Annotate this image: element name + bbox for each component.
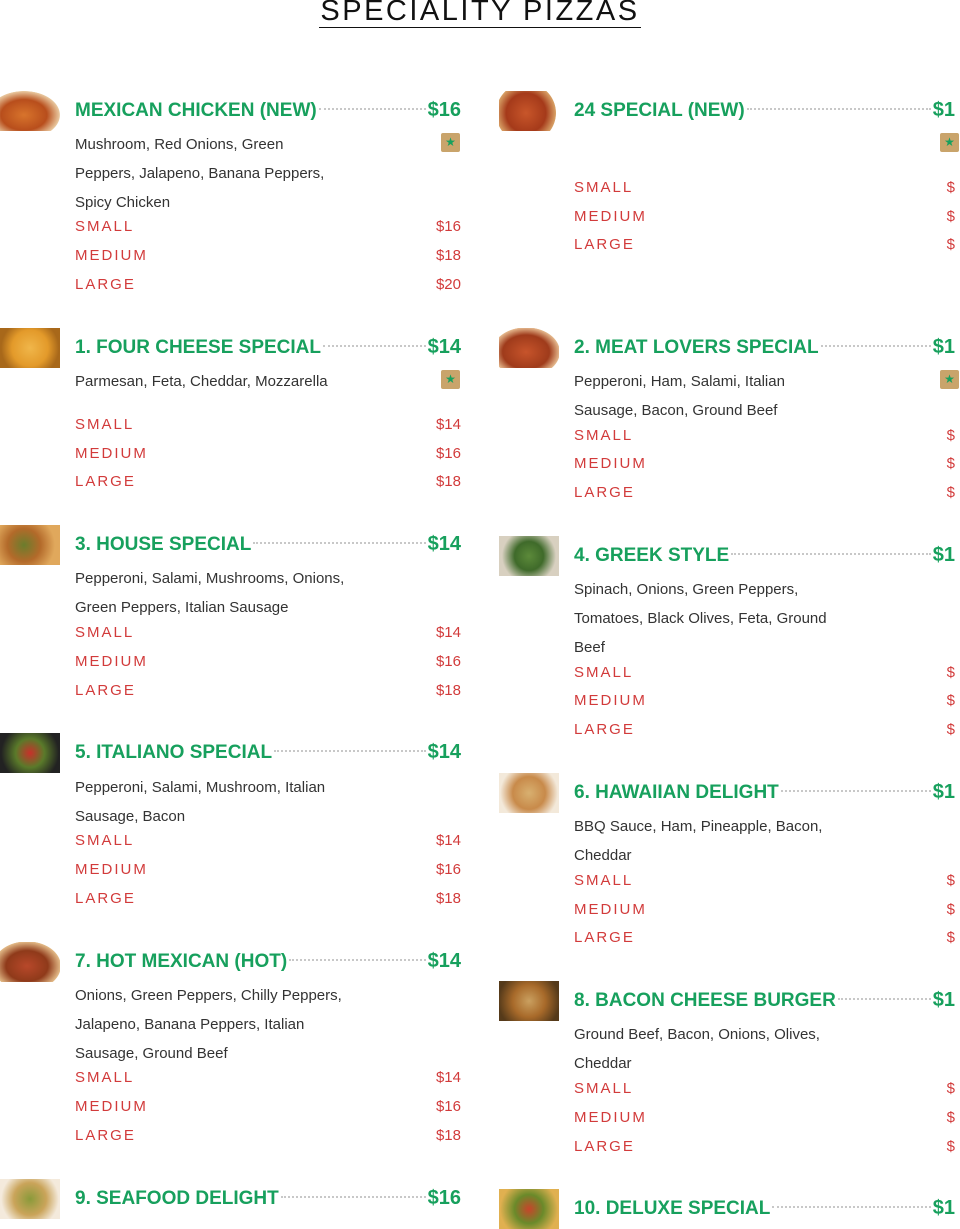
- pizza-thumbnail: [0, 525, 60, 565]
- size-price: $16: [435, 653, 461, 670]
- size-option-large[interactable]: [574, 1138, 955, 1155]
- size-label: MEDIUM: [75, 247, 148, 264]
- item-header: [75, 336, 461, 359]
- item-name: 3. HOUSE SPECIAL: [75, 534, 252, 555]
- item-name: 7. HOT MEXICAN (HOT): [75, 951, 288, 972]
- size-label: LARGE: [75, 1127, 136, 1144]
- item-header: [75, 533, 461, 556]
- size-label: SMALL: [75, 218, 135, 235]
- size-option-large[interactable]: [574, 721, 955, 738]
- size-option-small[interactable]: [574, 427, 955, 444]
- size-price: $18: [435, 890, 461, 907]
- size-option-medium[interactable]: [75, 247, 461, 264]
- item-price: $14: [427, 336, 461, 358]
- size-option-large[interactable]: [75, 890, 461, 907]
- size-label: LARGE: [75, 890, 136, 907]
- pizza-thumbnail: [0, 1179, 60, 1219]
- item-description: Parmesan, Feta, Cheddar, Mozzarella: [75, 373, 328, 390]
- size-label: LARGE: [574, 721, 635, 738]
- item-name: 9. SEAFOOD DELIGHT: [75, 1188, 279, 1209]
- size-label: LARGE: [574, 236, 635, 253]
- dotted-leader: [253, 542, 425, 544]
- size-price: $: [946, 208, 955, 225]
- size-label: SMALL: [75, 416, 135, 433]
- size-price: $: [946, 179, 955, 196]
- size-price: $18: [435, 247, 461, 264]
- item-description: Spinach, Onions, Green Peppers, Tomatoes, Black Olives, Feta, Ground Beef: [574, 581, 827, 656]
- size-option-medium[interactable]: [574, 208, 955, 225]
- size-option-medium[interactable]: [75, 445, 461, 462]
- item-price: $16: [427, 99, 461, 121]
- size-option-small[interactable]: [574, 179, 955, 196]
- size-label: SMALL: [75, 624, 135, 641]
- dotted-leader: [274, 750, 426, 752]
- dotted-leader: [747, 108, 931, 110]
- pizza-thumbnail: [0, 942, 60, 982]
- item-description: BBQ Sauce, Ham, Pineapple, Bacon, Cheddar: [574, 818, 823, 864]
- size-price: $: [946, 236, 955, 253]
- size-price: $: [946, 1080, 955, 1097]
- item-price: $1: [932, 781, 955, 803]
- item-name: 24 SPECIAL (NEW): [574, 100, 745, 121]
- item-description: Pepperoni, Salami, Mushroom, Italian Sausage, Bacon: [75, 779, 326, 825]
- item-price: $16: [427, 1187, 461, 1209]
- dotted-leader: [281, 1196, 426, 1198]
- item-description: Pepperoni, Salami, Mushrooms, Onions, Green Peppers, Italian Sausage: [75, 570, 345, 616]
- item-name: 1. FOUR CHEESE SPECIAL: [75, 337, 321, 358]
- size-price: $20: [435, 276, 461, 293]
- size-price: $14: [435, 1069, 461, 1086]
- page-title: [0, 0, 960, 30]
- size-price: $: [946, 1109, 955, 1126]
- size-option-medium[interactable]: [574, 1109, 955, 1126]
- size-option-medium[interactable]: [574, 692, 955, 709]
- size-price: $14: [435, 416, 461, 433]
- pizza-thumbnail: [499, 328, 559, 368]
- size-option-large[interactable]: [75, 1127, 461, 1144]
- size-label: MEDIUM: [574, 208, 647, 225]
- size-price: $18: [435, 1127, 461, 1144]
- item-header: [574, 544, 955, 567]
- star-icon: ★: [940, 370, 959, 389]
- item-name: 4. GREEK STYLE: [574, 545, 730, 566]
- size-price: $: [946, 664, 955, 681]
- size-price: $18: [435, 682, 461, 699]
- size-option-large[interactable]: [574, 929, 955, 946]
- size-option-small[interactable]: [574, 872, 955, 889]
- size-label: MEDIUM: [75, 1098, 148, 1115]
- item-price: $1: [932, 99, 955, 121]
- dotted-leader: [323, 345, 426, 347]
- item-price: $14: [427, 741, 461, 763]
- size-price: $14: [435, 624, 461, 641]
- item-name: 8. BACON CHEESE BURGER: [574, 990, 836, 1011]
- item-description: Onions, Green Peppers, Chilly Peppers, Jalapeno, Banana Peppers, Italian Sausage, Ground Beef: [75, 987, 342, 1062]
- star-icon: ★: [441, 133, 460, 152]
- size-option-small[interactable]: [574, 1080, 955, 1097]
- size-label: MEDIUM: [574, 901, 647, 918]
- star-icon: ★: [441, 370, 460, 389]
- size-price: $: [946, 721, 955, 738]
- size-label: LARGE: [574, 484, 635, 501]
- size-label: SMALL: [574, 664, 634, 681]
- item-header: [574, 336, 955, 359]
- size-option-small[interactable]: [574, 664, 955, 681]
- size-label: SMALL: [75, 1069, 135, 1086]
- size-label: SMALL: [75, 832, 135, 849]
- page-title-text: SPECIALITY PIZZAS: [319, 0, 640, 28]
- size-label: MEDIUM: [75, 445, 148, 462]
- dotted-leader: [838, 998, 931, 1000]
- item-name: 6. HAWAIIAN DELIGHT: [574, 782, 779, 803]
- size-price: $: [946, 484, 955, 501]
- pizza-thumbnail: [0, 91, 60, 131]
- size-option-small[interactable]: [75, 416, 461, 433]
- pizza-thumbnail: [0, 733, 60, 773]
- pizza-thumbnail: [499, 536, 559, 576]
- size-price: $16: [435, 1098, 461, 1115]
- item-header: [574, 99, 955, 122]
- pizza-thumbnail: [499, 773, 559, 813]
- size-label: LARGE: [75, 682, 136, 699]
- size-label: MEDIUM: [574, 692, 647, 709]
- size-price: $: [946, 692, 955, 709]
- item-price: $14: [427, 950, 461, 972]
- pizza-thumbnail: [0, 328, 60, 368]
- item-name: 10. DELUXE SPECIAL: [574, 1198, 771, 1219]
- item-name: 5. ITALIANO SPECIAL: [75, 742, 273, 763]
- size-option-large[interactable]: [574, 484, 955, 501]
- size-option-medium[interactable]: [75, 653, 461, 670]
- size-label: LARGE: [574, 929, 635, 946]
- size-label: LARGE: [574, 1138, 635, 1155]
- pizza-thumbnail: [499, 1189, 559, 1229]
- item-price: $1: [932, 1197, 955, 1219]
- size-option-large[interactable]: [75, 276, 461, 293]
- dotted-leader: [821, 345, 931, 347]
- size-label: MEDIUM: [574, 455, 647, 472]
- size-label: SMALL: [574, 872, 634, 889]
- item-header: [75, 950, 461, 973]
- size-option-medium[interactable]: [75, 1098, 461, 1115]
- item-description: Pepperoni, Ham, Salami, Italian Sausage, Bacon, Ground Beef: [574, 373, 785, 419]
- size-label: SMALL: [574, 427, 634, 444]
- item-header: [574, 989, 955, 1012]
- size-label: LARGE: [75, 276, 136, 293]
- size-option-small[interactable]: [75, 832, 461, 849]
- size-price: $: [946, 872, 955, 889]
- size-price: $16: [435, 445, 461, 462]
- size-label: LARGE: [75, 473, 136, 490]
- item-name: 2. MEAT LOVERS SPECIAL: [574, 337, 819, 358]
- size-price: $: [946, 427, 955, 444]
- size-option-small[interactable]: [75, 218, 461, 235]
- dotted-leader: [731, 553, 931, 555]
- item-price: $14: [427, 533, 461, 555]
- dotted-leader: [772, 1206, 930, 1208]
- item-name: MEXICAN CHICKEN (NEW): [75, 100, 317, 121]
- size-label: MEDIUM: [574, 1109, 647, 1126]
- size-option-large[interactable]: [574, 236, 955, 253]
- size-price: $: [946, 901, 955, 918]
- size-label: MEDIUM: [75, 653, 148, 670]
- item-header: [574, 1197, 955, 1220]
- pizza-thumbnail: [499, 981, 559, 1021]
- dotted-leader: [319, 108, 426, 110]
- size-option-small[interactable]: [75, 624, 461, 641]
- size-option-large[interactable]: [75, 473, 461, 490]
- size-option-medium[interactable]: [75, 861, 461, 878]
- size-price: $: [946, 1138, 955, 1155]
- item-header: [574, 781, 955, 804]
- star-icon: ★: [940, 133, 959, 152]
- pizza-thumbnail: [499, 91, 559, 131]
- item-header: [75, 1187, 461, 1210]
- size-price: $18: [435, 473, 461, 490]
- item-header: [75, 741, 461, 764]
- item-price: $1: [932, 336, 955, 358]
- item-price: $1: [932, 989, 955, 1011]
- size-option-medium[interactable]: [574, 455, 955, 472]
- item-description: Mushroom, Red Onions, Green Peppers, Jalapeno, Banana Peppers, Spicy Chicken: [75, 136, 325, 211]
- size-price: $: [946, 929, 955, 946]
- size-label: SMALL: [574, 1080, 634, 1097]
- size-price: $16: [435, 861, 461, 878]
- size-price: $: [946, 455, 955, 472]
- item-header: [75, 99, 461, 122]
- size-option-small[interactable]: [75, 1069, 461, 1086]
- dotted-leader: [781, 790, 931, 792]
- size-price: $16: [435, 218, 461, 235]
- size-label: SMALL: [574, 179, 634, 196]
- item-price: $1: [932, 544, 955, 566]
- size-label: MEDIUM: [75, 861, 148, 878]
- size-price: $14: [435, 832, 461, 849]
- size-option-medium[interactable]: [574, 901, 955, 918]
- size-option-large[interactable]: [75, 682, 461, 699]
- item-description: Ground Beef, Bacon, Onions, Olives, Cheddar: [574, 1026, 820, 1072]
- dotted-leader: [289, 959, 425, 961]
